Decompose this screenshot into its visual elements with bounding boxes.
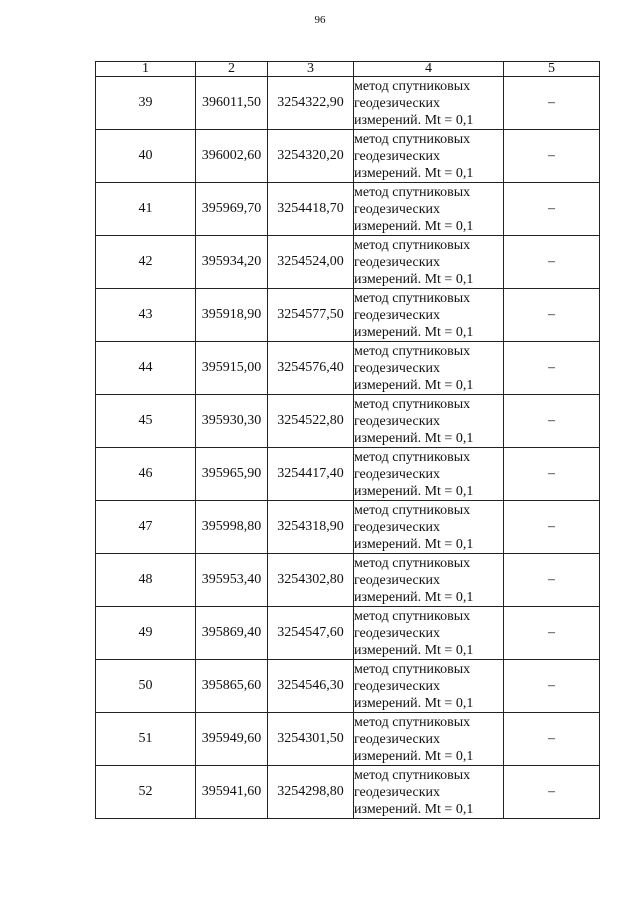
method-text-line-1: метод спутниковых <box>354 343 471 359</box>
method-text-line-3: измерений. Mt = 0,1 <box>354 589 474 605</box>
table-row <box>96 395 600 448</box>
method-cell <box>354 342 504 395</box>
note-cell: – <box>504 660 600 713</box>
method-text-line-2: геодезических <box>354 95 441 111</box>
method-text-line-2: геодезических <box>354 201 441 217</box>
method-text-line-1: метод спутниковых <box>354 78 471 94</box>
method-text-line-2: геодезических <box>354 731 441 747</box>
column-header-4: 4 <box>354 62 504 77</box>
coordinate-x-cell: 395949,60 <box>196 713 268 766</box>
column-header-2: 2 <box>196 62 268 77</box>
point-number-cell: 48 <box>96 554 196 607</box>
method-text-line-3: измерений. Mt = 0,1 <box>354 324 474 340</box>
coordinate-y-cell: 3254322,90 <box>268 77 354 130</box>
point-number-cell: 42 <box>96 236 196 289</box>
point-number-cell: 44 <box>96 342 196 395</box>
method-cell <box>354 395 504 448</box>
table-row <box>96 766 600 819</box>
table-header <box>96 62 600 77</box>
method-text-line-2: геодезических <box>354 307 441 323</box>
method-text-line-1: метод спутниковых <box>354 502 471 518</box>
note-cell: – <box>504 130 600 183</box>
coordinate-x-cell: 395869,40 <box>196 607 268 660</box>
note-cell: – <box>504 289 600 342</box>
point-number-cell: 46 <box>96 448 196 501</box>
coordinate-y-cell: 3254546,30 <box>268 660 354 713</box>
coordinate-x-cell: 395998,80 <box>196 501 268 554</box>
coordinate-y-cell: 3254302,80 <box>268 554 354 607</box>
table-body <box>96 77 600 819</box>
point-number-cell: 49 <box>96 607 196 660</box>
note-cell: – <box>504 501 600 554</box>
note-cell: – <box>504 183 600 236</box>
table-row <box>96 607 600 660</box>
coordinate-x-cell: 395915,00 <box>196 342 268 395</box>
note-cell: – <box>504 766 600 819</box>
coordinate-x-cell: 395965,90 <box>196 448 268 501</box>
method-text-line-2: геодезических <box>354 678 441 694</box>
coordinate-y-cell: 3254418,70 <box>268 183 354 236</box>
method-text-line-3: измерений. Mt = 0,1 <box>354 165 474 181</box>
method-text-line-2: геодезических <box>354 466 441 482</box>
coordinate-x-cell: 396011,50 <box>196 77 268 130</box>
method-text-line-3: измерений. Mt = 0,1 <box>354 112 474 128</box>
note-cell: – <box>504 395 600 448</box>
method-cell <box>354 501 504 554</box>
point-number-cell: 47 <box>96 501 196 554</box>
point-number-cell: 39 <box>96 77 196 130</box>
column-header-3: 3 <box>268 62 354 77</box>
point-number-cell: 50 <box>96 660 196 713</box>
coordinate-x-cell: 395969,70 <box>196 183 268 236</box>
method-cell <box>354 554 504 607</box>
coordinate-y-cell: 3254547,60 <box>268 607 354 660</box>
point-number-cell: 43 <box>96 289 196 342</box>
method-text-line-2: геодезических <box>354 519 441 535</box>
method-text-line-3: измерений. Mt = 0,1 <box>354 748 474 764</box>
page-number: 96 <box>314 14 326 26</box>
table-row <box>96 183 600 236</box>
coordinate-x-cell: 395934,20 <box>196 236 268 289</box>
method-text-line-3: измерений. Mt = 0,1 <box>354 642 474 658</box>
note-cell: – <box>504 77 600 130</box>
method-text-line-1: метод спутниковых <box>354 608 471 624</box>
coordinate-y-cell: 3254301,50 <box>268 713 354 766</box>
method-cell <box>354 130 504 183</box>
method-text-line-1: метод спутниковых <box>354 555 471 571</box>
coordinate-y-cell: 3254522,80 <box>268 395 354 448</box>
coordinate-y-cell: 3254577,50 <box>268 289 354 342</box>
method-cell <box>354 766 504 819</box>
table-row <box>96 77 600 130</box>
point-number-cell: 51 <box>96 713 196 766</box>
note-cell: – <box>504 607 600 660</box>
note-cell: – <box>504 554 600 607</box>
method-cell <box>354 77 504 130</box>
method-text-line-3: измерений. Mt = 0,1 <box>354 271 474 287</box>
method-text-line-3: измерений. Mt = 0,1 <box>354 218 474 234</box>
method-cell <box>354 183 504 236</box>
coordinate-x-cell: 395930,30 <box>196 395 268 448</box>
method-cell <box>354 289 504 342</box>
method-text-line-3: измерений. Mt = 0,1 <box>354 801 474 817</box>
coordinate-y-cell: 3254576,40 <box>268 342 354 395</box>
coordinates-table <box>95 61 600 819</box>
table-row <box>96 342 600 395</box>
method-text-line-2: геодезических <box>354 148 441 164</box>
method-text-line-3: измерений. Mt = 0,1 <box>354 377 474 393</box>
note-cell: – <box>504 713 600 766</box>
note-cell: – <box>504 236 600 289</box>
method-cell <box>354 607 504 660</box>
table-row <box>96 448 600 501</box>
method-text-line-3: измерений. Mt = 0,1 <box>354 483 474 499</box>
coordinate-x-cell: 395918,90 <box>196 289 268 342</box>
method-text-line-2: геодезических <box>354 625 441 641</box>
point-number-cell: 52 <box>96 766 196 819</box>
table-row <box>96 236 600 289</box>
method-text-line-1: метод спутниковых <box>354 290 471 306</box>
point-number-cell: 41 <box>96 183 196 236</box>
coordinate-y-cell: 3254524,00 <box>268 236 354 289</box>
method-text-line-3: измерений. Mt = 0,1 <box>354 695 474 711</box>
method-text-line-1: метод спутниковых <box>354 237 471 253</box>
method-text-line-1: метод спутниковых <box>354 131 471 147</box>
note-cell: – <box>504 342 600 395</box>
coordinate-y-cell: 3254298,80 <box>268 766 354 819</box>
method-text-line-2: геодезических <box>354 784 441 800</box>
header-row <box>96 62 600 77</box>
coordinate-y-cell: 3254320,20 <box>268 130 354 183</box>
method-text-line-1: метод спутниковых <box>354 767 471 783</box>
table-row <box>96 130 600 183</box>
method-cell <box>354 448 504 501</box>
coordinate-x-cell: 395953,40 <box>196 554 268 607</box>
coordinate-x-cell: 395941,60 <box>196 766 268 819</box>
point-number-cell: 45 <box>96 395 196 448</box>
method-text-line-3: измерений. Mt = 0,1 <box>354 430 474 446</box>
method-text-line-1: метод спутниковых <box>354 661 471 677</box>
method-cell <box>354 236 504 289</box>
table-row <box>96 660 600 713</box>
coordinate-x-cell: 396002,60 <box>196 130 268 183</box>
method-text-line-2: геодезических <box>354 413 441 429</box>
method-text-line-1: метод спутниковых <box>354 396 471 412</box>
note-cell: – <box>504 448 600 501</box>
coordinate-y-cell: 3254318,90 <box>268 501 354 554</box>
method-cell <box>354 713 504 766</box>
method-cell <box>354 660 504 713</box>
method-text-line-2: геодезических <box>354 572 441 588</box>
column-header-1: 1 <box>96 62 196 77</box>
table-row <box>96 713 600 766</box>
method-text-line-1: метод спутниковых <box>354 714 471 730</box>
method-text-line-2: геодезических <box>354 254 441 270</box>
table-row <box>96 289 600 342</box>
method-text-line-1: метод спутниковых <box>354 449 471 465</box>
table-row <box>96 554 600 607</box>
table-row <box>96 501 600 554</box>
column-header-5: 5 <box>504 62 600 77</box>
method-text-line-2: геодезических <box>354 360 441 376</box>
method-text-line-1: метод спутниковых <box>354 184 471 200</box>
point-number-cell: 40 <box>96 130 196 183</box>
coordinate-x-cell: 395865,60 <box>196 660 268 713</box>
coordinate-y-cell: 3254417,40 <box>268 448 354 501</box>
method-text-line-3: измерений. Mt = 0,1 <box>354 536 474 552</box>
